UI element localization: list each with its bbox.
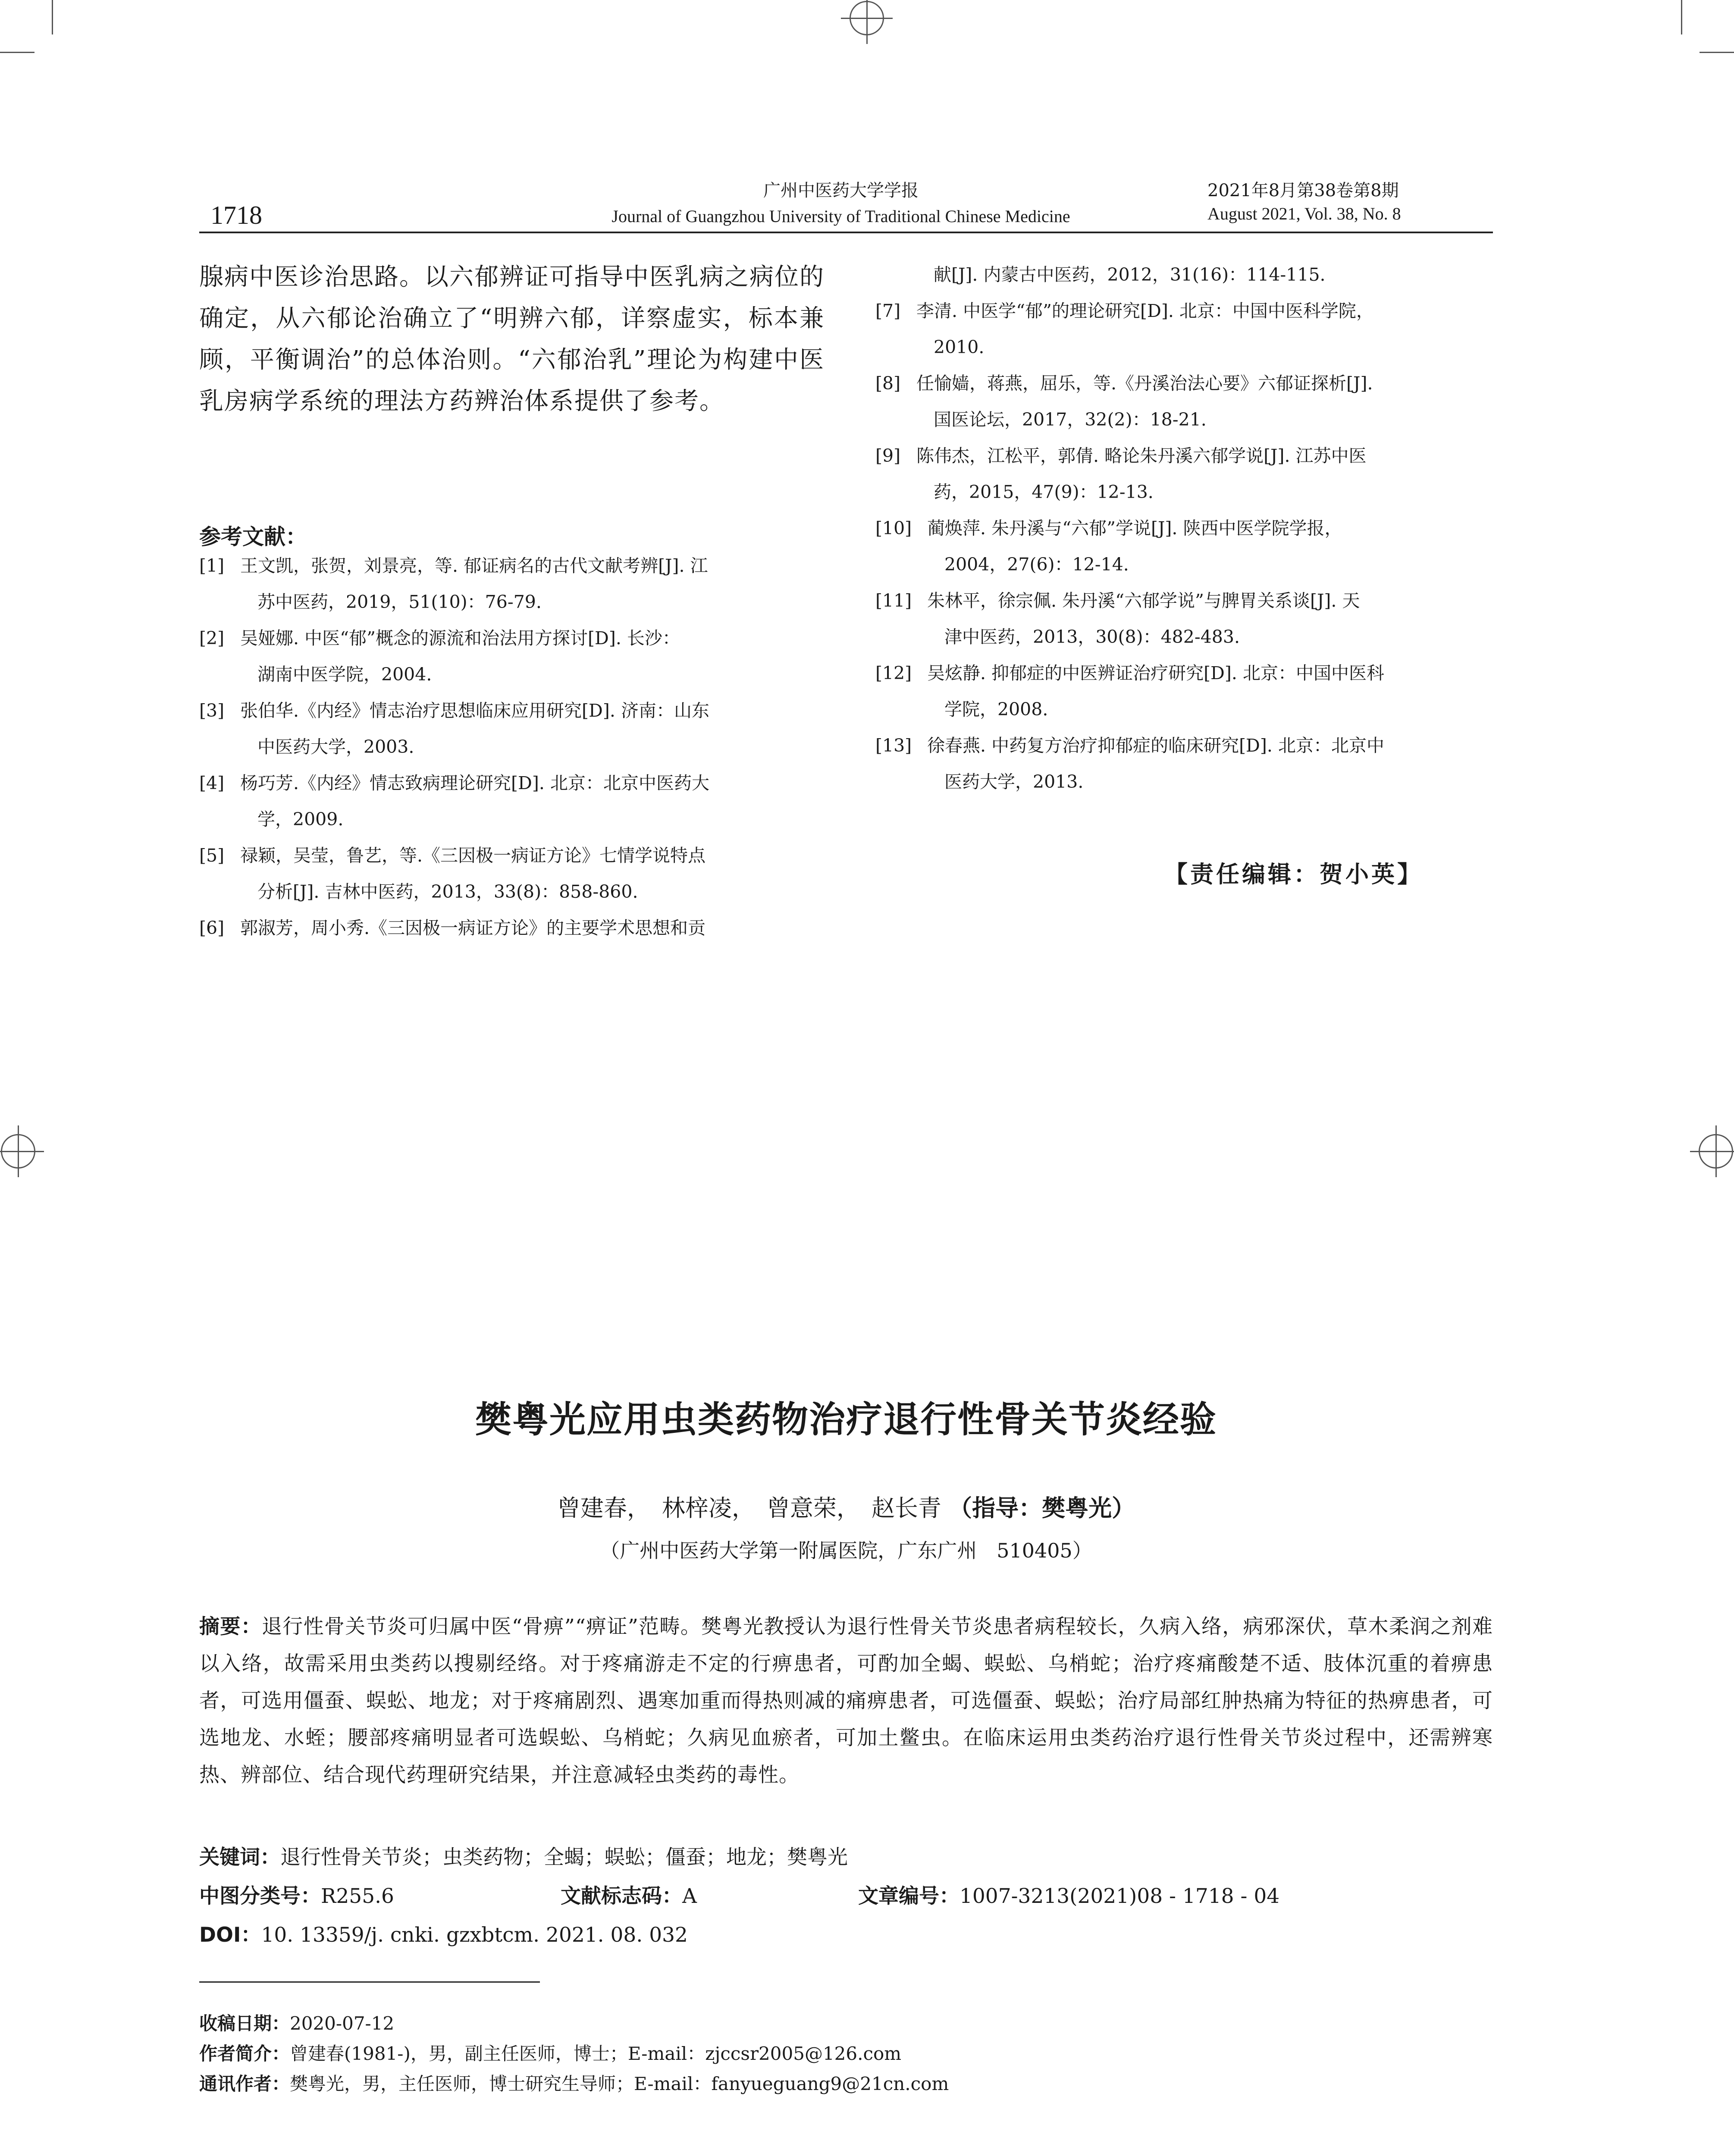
author-line: [199, 1490, 1493, 1523]
reference-text-line: 陈伟杰，江松平，郭倩. 略论朱丹溪六郁学说[J]. 江苏中医: [916, 445, 1367, 466]
doccode-value: A: [682, 1884, 697, 1908]
reference-text-line: 李清. 中医学“郁”的理论研究[D]. 北京：中国中医科学院，: [916, 301, 1374, 321]
reference-item: [875, 655, 1493, 727]
header-rule: [199, 232, 1493, 233]
issue-date-cn: 2021年8月第38卷第8期: [1207, 181, 1399, 201]
doi-value: 10. 13359/j. cnki. gzxbtcm. 2021. 08. 032: [261, 1923, 688, 1947]
reference-text-line: 津中医药，2013，30(8)：482-483.: [944, 627, 1240, 647]
abstract-label: 摘要：: [199, 1615, 262, 1639]
reference-text-line: 张伯华.《内经》情志治疗思想临床应用研究[D]. 济南：山东: [240, 700, 709, 721]
registration-mark: [0, 1125, 44, 1177]
reference-text-line: 国医论坛，2017，32(2)：18-21.: [934, 409, 1207, 430]
prev-article-conclusion: 腺病中医诊治思路。以六郁辨证可指导中医乳病之病位的确定，从六郁论治确立了“明辨六郁，详察虚实，标本兼顾，平衡调治”的总体治则。“六郁治乳”理论为构建中医乳房病学系统的理法方药辨治体系提供了参考。: [199, 263, 825, 415]
responsible-editor: 【责任编辑：贺小英】: [1164, 860, 1423, 888]
footnote-rule: [199, 1981, 540, 1983]
doccode-label: 文献标志码：: [561, 1884, 682, 1908]
document-code: [561, 1880, 697, 1909]
corr-value: 樊粤光，男，主任医师，博士研究生导师；E-mail：fanyueguang9@21cn.com: [290, 2073, 949, 2094]
artno-value: 1007-3213(2021)08 - 1718 - 04: [960, 1884, 1280, 1908]
reference-number: [9]: [875, 445, 901, 466]
reference-item: [875, 583, 1493, 655]
registration-mark: [841, 0, 893, 44]
received-date: [199, 2009, 394, 2035]
author-names: 曾建春， 林梓凌， 曾意荣， 赵长青: [557, 1495, 941, 1522]
reference-text-line: 任愉嫱，蒋燕，屈乐，等.《丹溪治法心要》六郁证探析[J].: [916, 373, 1373, 394]
reference-item: [199, 548, 825, 620]
corr-label: 通讯作者：: [199, 2073, 290, 2094]
reference-item: [199, 620, 825, 693]
reference-number: [2]: [199, 628, 225, 649]
clc-value: R255.6: [321, 1884, 394, 1908]
bio-label: 作者简介：: [199, 2043, 290, 2064]
reference-text-line: 医药大学，2013.: [944, 771, 1084, 792]
corresponding-author: [199, 2070, 949, 2096]
reference-text-line: 吴炫静. 抑郁症的中医辨证治疗研究[D]. 北京：中国中医科: [927, 663, 1384, 683]
doi-label: DOI：: [199, 1923, 261, 1947]
reference-text-line: 蔺焕萍. 朱丹溪与“六郁”学说[J]. 陕西中医学院学报，: [927, 518, 1342, 539]
article-title: 樊粤光应用虫类药物治疗退行性骨关节炎经验: [475, 1398, 1217, 1441]
journal-title-en: Journal of Guangzhou University of Traditional Chinese Medicine: [611, 207, 1070, 226]
crop-mark: [0, 52, 34, 53]
reference-number: [6]: [199, 918, 225, 938]
affiliation: （广州中医药大学第一附属医院，广东广州 510405）: [600, 1539, 1092, 1562]
reference-text-line: 分析[J]. 吉林中医药，2013，33(8)：858-860.: [257, 881, 638, 902]
crop-mark: [1681, 0, 1682, 34]
reference-text-line: 中医药大学，2003.: [257, 736, 414, 757]
received-value: 2020-07-12: [290, 2013, 395, 2034]
doi: [199, 1919, 688, 1948]
reference-item: [199, 837, 825, 910]
reference-text-line: 禄颖，吴莹，鲁艺，等.《三因极一病证方论》七情学说特点: [240, 845, 706, 866]
reference-text-line: 杨巧芳.《内经》情志致病理论研究[D]. 北京：北京中医药大: [240, 773, 709, 793]
reference-number: [11]: [875, 590, 912, 611]
clc-label: 中图分类号：: [199, 1884, 321, 1908]
reference-text-line: 2010.: [934, 337, 985, 357]
reference-text-line: 湖南中医学院，2004.: [257, 664, 432, 685]
reference-item: [875, 365, 1493, 438]
reference-item: [199, 693, 825, 765]
keywords-text: 退行性骨关节炎；虫类药物；全蝎；蜈蚣；僵蚕；地龙；樊粤光: [280, 1846, 848, 1869]
registration-mark: [1690, 1125, 1734, 1177]
reference-item: [875, 293, 1493, 365]
references-heading: 参考文献：: [199, 524, 307, 549]
reference-text-line: 药，2015，47(9)：12-13.: [934, 482, 1154, 502]
reference-text-line: 苏中医药，2019，51(10)：76-79.: [257, 592, 542, 612]
reference-number: [1]: [199, 555, 225, 576]
reference-text-line: 2004，27(6)：12-14.: [944, 554, 1129, 575]
reference-number: [4]: [199, 773, 225, 793]
artno-label: 文章编号：: [858, 1884, 960, 1908]
bio-value: 曾建春(1981-)，男，副主任医师，博士；E-mail：zjccsr2005@126.com: [290, 2043, 902, 2064]
abstract-text: 退行性骨关节炎可归属中医“骨痹”“痹证”范畴。樊粤光教授认为退行性骨关节炎患者病程较长，久病入络，病邪深伏，草木柔润之剂难以入络，故需采用虫类药以搜剔经络。对于疼痛游走不定的行痹患者，可酌加全蝎、蜈蚣、乌梢蛇；治疗疼痛酸楚不适、肢体沉重的着痹患者，可选用僵蚕、蜈蚣、地龙；对于疼痛剧烈、遇寒加重而得热则减的痛痹患者，可选僵蚕、蜈蚣；治疗局部红肿热痛为特征的热痹患者，可选地龙、水蛭；腰部疼痛明显者可选蜈蚣、乌梢蛇；久病见血瘀者，可加土鳖虫。在临床运用虫类药治疗退行性骨关节炎过程中，还需辨寒热、辨部位、结合现代药理研究结果，并注意减轻虫类药的毒性。: [199, 1615, 1493, 1787]
received-label: 收稿日期：: [199, 2013, 290, 2034]
reference-text-line: 郭淑芳，周小秀.《三因极一病证方论》的主要学术思想和贡: [240, 918, 706, 938]
journal-title-cn: 广州中医药大学学报: [763, 181, 919, 201]
crop-mark: [1700, 52, 1734, 53]
reference-item: [199, 765, 825, 837]
reference-number: [10]: [875, 518, 912, 539]
supervisor: （指导：樊粤光）: [949, 1495, 1135, 1522]
abstract: [199, 1608, 1493, 1794]
keywords: [199, 1841, 848, 1870]
reference-text-line: 徐春燕. 中药复方治疗抑郁症的临床研究[D]. 北京：北京中: [927, 735, 1384, 756]
keywords-label: 关键词：: [199, 1846, 280, 1869]
reference-text-line: 王文凯，张贺，刘景亮，等. 郁证病名的古代文献考辨[J]. 江: [240, 555, 708, 576]
reference-text-line: 吴娅娜. 中医“郁”概念的源流和治法用方探讨[D]. 长沙：: [240, 628, 680, 649]
reference-text-line: 学，2009.: [257, 809, 344, 830]
reference-text-line: 朱林平，徐宗佩. 朱丹溪“六郁学说”与脾胃关系谈[J]. 天: [927, 590, 1360, 611]
reference-item: [875, 727, 1493, 800]
reference-number: [3]: [199, 700, 225, 721]
reference-number: [13]: [875, 735, 912, 756]
reference-text-line: 学院，2008.: [944, 699, 1048, 720]
reference-text-line: 献[J]. 内蒙古中医药，2012，31(16)：114-115.: [934, 264, 1326, 285]
issue-date-en: August 2021, Vol. 38, No. 8: [1207, 204, 1401, 223]
reference-number: [12]: [875, 663, 912, 683]
classification-number: [199, 1880, 394, 1909]
reference-number: [5]: [199, 845, 225, 866]
crop-mark: [52, 0, 53, 34]
article-number: [858, 1880, 1279, 1909]
reference-item: [875, 510, 1493, 583]
page-number: 1718: [210, 201, 262, 229]
reference-item: [875, 438, 1493, 510]
reference-number: [8]: [875, 373, 901, 394]
reference-number: [7]: [875, 301, 901, 321]
author-bio: [199, 2040, 901, 2065]
